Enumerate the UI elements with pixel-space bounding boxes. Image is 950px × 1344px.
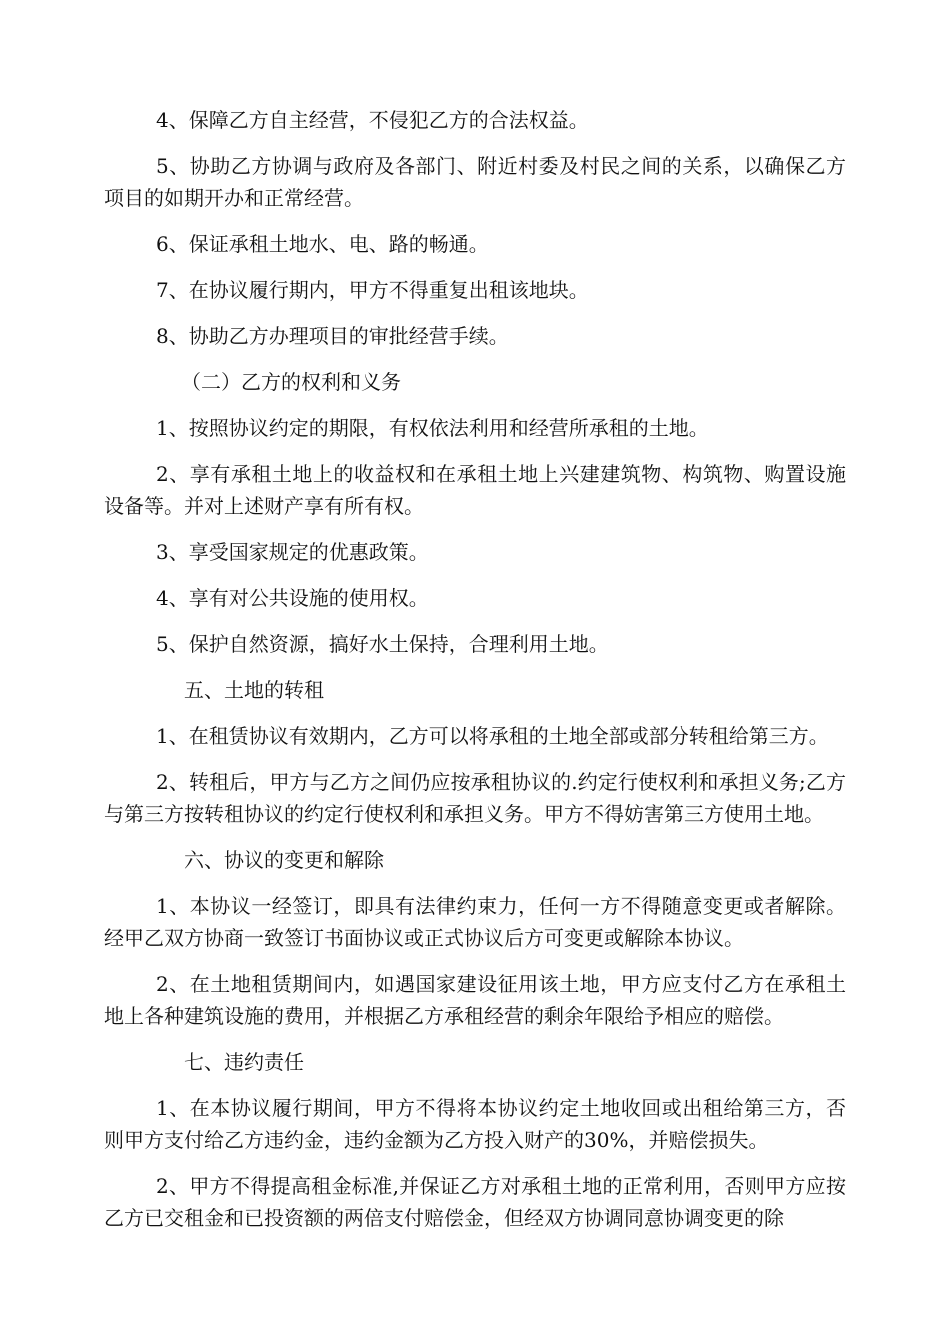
document-body	[104, 104, 846, 1248]
paragraph: 2、在土地租赁期间内，如遇国家建设征用该土地，甲方应支付乙方在承租土地上各种建筑设施的费用，并根据乙方承租经营的剩余年限给予相应的赔偿。	[104, 972, 846, 1028]
section-heading: 五、土地的转租	[184, 678, 324, 702]
paragraph: 1、在租赁协议有效期内，乙方可以将承租的土地全部或部分转租给第三方。	[156, 724, 829, 748]
paragraph: 1、在本协议履行期间，甲方不得将本协议约定土地收回或出租给第三方，否则甲方支付给乙方违约金，违约金额为乙方投入财产的30%，并赔偿损失。	[104, 1096, 846, 1152]
paragraph: 1、按照协议约定的期限，有权依法利用和经营所承租的土地。	[156, 416, 709, 440]
paragraph: 2、转租后，甲方与乙方之间仍应按承租协议的.约定行使权利和承担义务;乙方与第三方按转租协议的约定行使权利和承担义务。甲方不得妨害第三方使用土地。	[104, 770, 846, 826]
paragraph: 2、甲方不得提高租金标准,并保证乙方对承租土地的正常利用，否则甲方应按乙方已交租金和已投资额的两倍支付赔偿金，但经双方协调同意协调变更的除	[104, 1174, 846, 1230]
paragraph: 5、协助乙方协调与政府及各部门、附近村委及村民之间的关系，以确保乙方项目的如期开办和正常经营。	[104, 154, 846, 210]
paragraph: 5、保护自然资源，搞好水土保持，合理利用土地。	[156, 632, 609, 656]
paragraph: 4、保障乙方自主经营，不侵犯乙方的合法权益。	[156, 108, 589, 132]
paragraph: 8、协助乙方办理项目的审批经营手续。	[156, 324, 509, 348]
paragraph: 6、保证承租土地水、电、路的畅通。	[156, 232, 489, 256]
paragraph: 2、享有承租土地上的收益权和在承租土地上兴建建筑物、构筑物、购置设施设备等。并对上述财产享有所有权。	[104, 462, 846, 518]
paragraph: 7、在协议履行期内，甲方不得重复出租该地块。	[156, 278, 589, 302]
section-heading: 七、违约责任	[184, 1050, 304, 1074]
section-heading: 六、协议的变更和解除	[184, 848, 384, 872]
paragraph: 1、本协议一经签订，即具有法律约束力，任何一方不得随意变更或者解除。经甲乙双方协商一致签订书面协议或正式协议后方可变更或解除本协议。	[104, 894, 846, 950]
paragraph: 4、享有对公共设施的使用权。	[156, 586, 429, 610]
paragraph: 3、享受国家规定的优惠政策。	[156, 540, 429, 564]
section-subheading: （二）乙方的权利和义务	[181, 370, 401, 394]
